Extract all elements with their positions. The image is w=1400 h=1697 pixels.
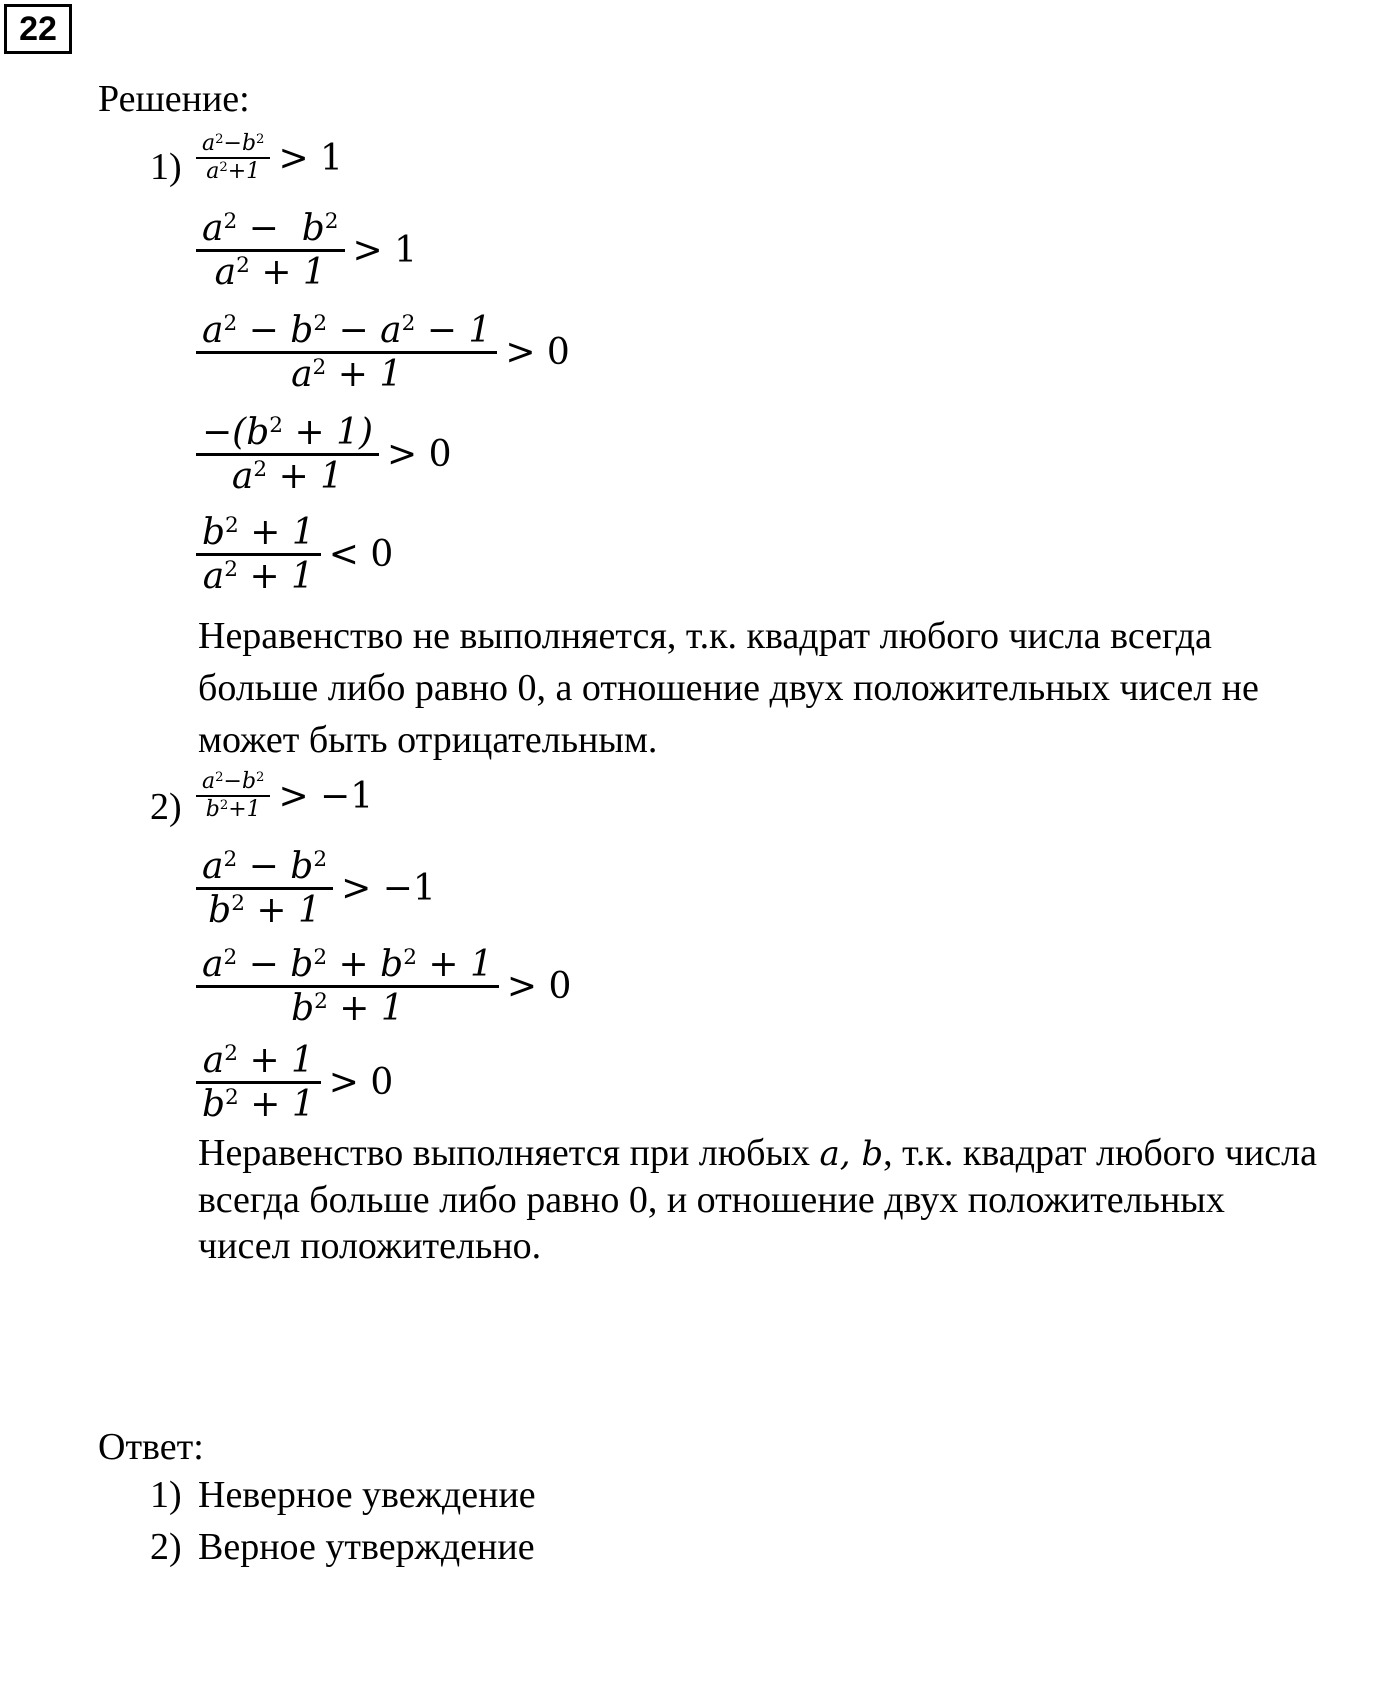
part2-step3: $\frac{a^2 + 1}{b^2 + 1}$ > 0 [196, 1040, 393, 1126]
answer-1-text: Неверное увеждение [198, 1474, 536, 1516]
part2-index: 2) [150, 786, 182, 828]
problem-number-box: 22 [4, 4, 72, 54]
part2-conclusion-vars: a, b [819, 1134, 884, 1174]
part2-step1: $\frac{a^2 - b^2}{b^2 + 1}$ > −1 [196, 846, 436, 932]
solution-label: Решение: [98, 78, 250, 120]
part1-rhs0: > 1 [278, 137, 343, 179]
answer-2-text: Верное утверждение [198, 1526, 535, 1568]
part1-step4-rhs: < 0 [328, 534, 394, 576]
part2-conclusion-end: , т.к. квадрат любого числа всегда больше либо равно 0, и отношение двух положительных чисел положительно. [198, 1132, 1317, 1267]
part1-step4: $\frac{b^2 + 1}{a^2 + 1}$ < 0 [196, 512, 393, 598]
part1-index: 1) [150, 146, 182, 188]
part2-conclusion-start: Неравенство выполняется при любых [198, 1132, 820, 1174]
answer-1-index: 1) [150, 1474, 182, 1516]
part1-step3: $\frac{-(b^2 + 1)}{a^2 + 1}$ > 0 [196, 412, 452, 498]
part1-conclusion: Неравенство не выполняется, т.к. квадрат любого числа всегда больше либо равно 0, а отношение двух положительных чисел не может быть отрицательным. [198, 615, 1259, 761]
part1-step2: $\frac{a^2 - b^2 - a^2 - 1}{a^2 + 1}$ > 0 [196, 310, 570, 396]
part1-step3-rhs: > 0 [387, 434, 452, 476]
part1-step1: $\frac{a^2 - b^2}{a^2 + 1}$ > 1 [196, 208, 417, 294]
part1-inequality-small: $\frac{a^2-b^2}{a^2+1}$ > 1 [196, 131, 343, 186]
part2-conclusion [198, 1130, 1318, 1269]
part1-step1-rhs: > 1 [352, 230, 418, 272]
part1-step2-rhs: > 0 [505, 332, 570, 374]
part2-inequality-small: $\frac{a^2-b^2}{b^2+1}$ > −1 [196, 769, 373, 824]
part2-step3-rhs: > 0 [328, 1062, 394, 1104]
part2-step1-rhs: > −1 [341, 868, 436, 910]
part2-rhs0: > −1 [278, 775, 374, 817]
part2-step2-rhs: > 0 [506, 966, 572, 1008]
part2-step2: $\frac{a^2 - b^2 + b^2 + 1}{b^2 + 1}$ > 0 [196, 944, 571, 1030]
answer-2-index: 2) [150, 1526, 182, 1568]
answer-label: Ответ: [98, 1426, 204, 1468]
